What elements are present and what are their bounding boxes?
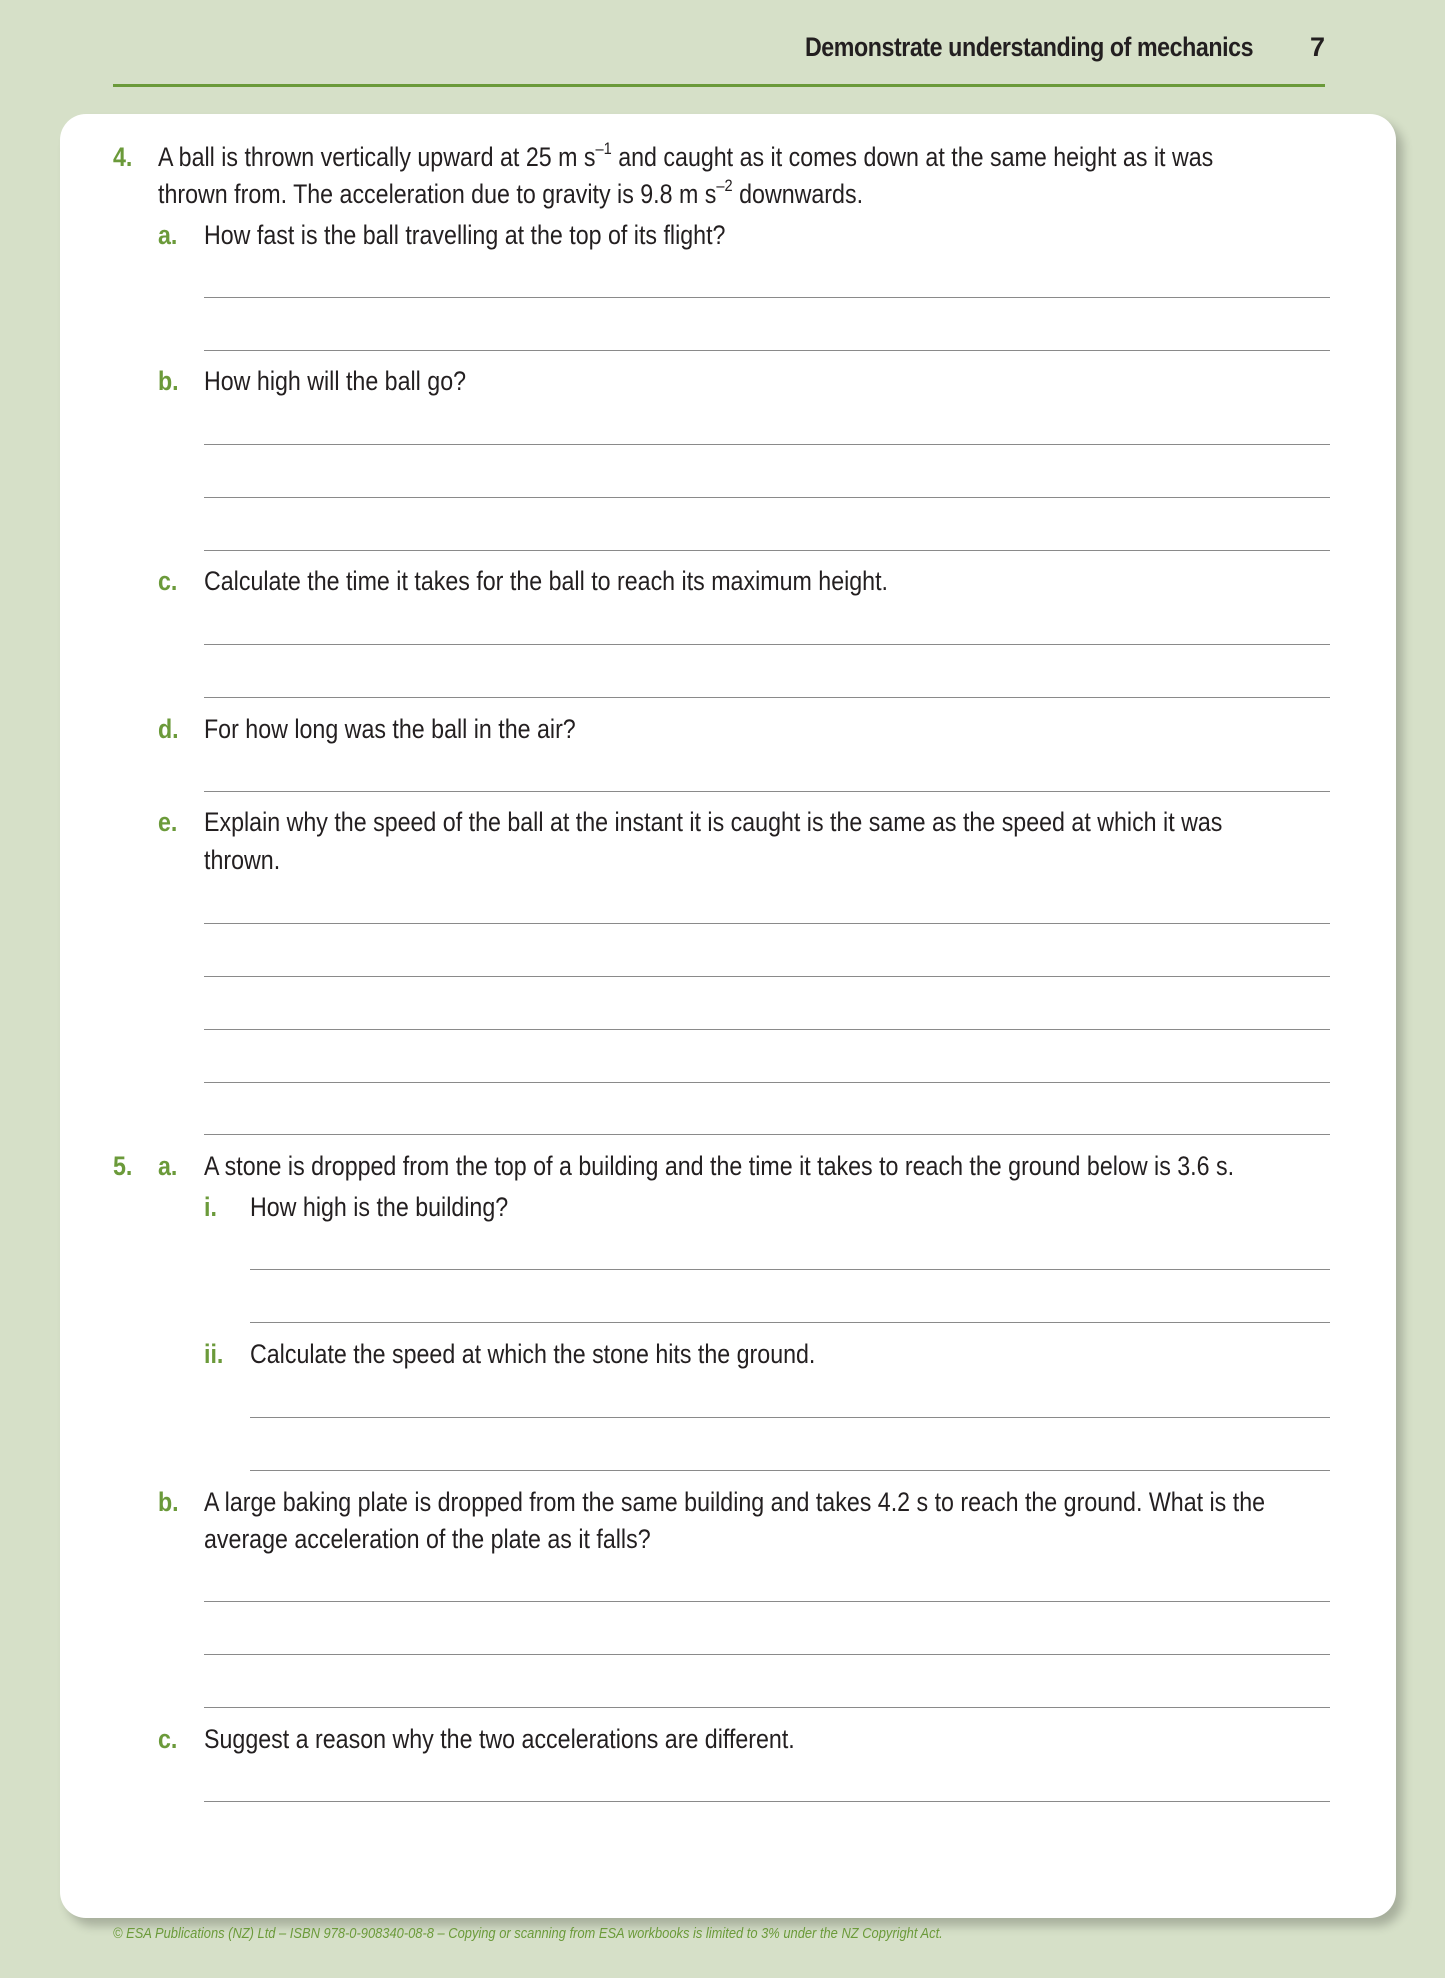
answer-line[interactable] <box>204 1029 1330 1030</box>
answer-line[interactable] <box>204 1654 1330 1655</box>
question-number-4: 4. <box>113 142 133 172</box>
question-4-stem-line2: thrown from. The acceleration due to gravity is 9.8 m $s^{-2}$ downwards. <box>158 176 864 209</box>
answer-line[interactable] <box>250 1417 1330 1418</box>
subquestion-label-4e: e. <box>158 807 178 837</box>
answer-line[interactable] <box>204 697 1330 698</box>
subquestion-label-5a-ii: ii. <box>204 1339 224 1369</box>
answer-line[interactable] <box>204 297 1330 298</box>
subquestion-label-4a: a. <box>158 220 178 250</box>
subquestion-label-5c: c. <box>158 1724 178 1754</box>
question-4-stem-line1: A ball is thrown vertically upward at 25 m $s^{-1}$ and caught as it comes down at the same height as it was <box>158 139 1214 172</box>
answer-line[interactable] <box>250 1269 1330 1270</box>
question-5a-i-text: How high is the building? <box>250 1192 509 1222</box>
question-5b-text-line1: A large baking plate is dropped from the same building and takes 4.2 s to reach the ground. What is the <box>204 1487 1266 1517</box>
answer-line[interactable] <box>204 350 1330 351</box>
question-4e-text-line2: thrown. <box>204 845 281 875</box>
answer-line[interactable] <box>204 923 1330 924</box>
answer-line[interactable] <box>204 444 1330 445</box>
page-number: 7 <box>1309 32 1325 62</box>
answer-line[interactable] <box>250 1470 1330 1471</box>
question-4b-text: How high will the ball go? <box>204 366 467 396</box>
answer-line[interactable] <box>204 976 1330 977</box>
page-title: Demonstrate understanding of mechanics <box>804 32 1253 62</box>
answer-line[interactable] <box>204 1707 1330 1708</box>
answer-line[interactable] <box>204 1801 1330 1802</box>
answer-line[interactable] <box>204 550 1330 551</box>
answer-line[interactable] <box>204 644 1330 645</box>
copyright-footer: © ESA Publications (NZ) Ltd – ISBN 978-0-908340-08-8 – Copying or scanning from ESA workbooks is limited to 3% under the NZ Copyright Act. <box>113 1925 943 1942</box>
question-5c-text: Suggest a reason why the two accelerations are different. <box>204 1724 795 1754</box>
subquestion-label-5b: b. <box>158 1487 179 1517</box>
subquestion-label-5a: a. <box>158 1151 178 1181</box>
question-number-5: 5. <box>113 1151 133 1181</box>
question-4a-text: How fast is the ball travelling at the top of its flight? <box>204 220 726 250</box>
answer-line[interactable] <box>250 1322 1330 1323</box>
question-4c-text: Calculate the time it takes for the ball to reach its maximum height. <box>204 566 889 596</box>
subquestion-label-4c: c. <box>158 566 178 596</box>
subquestion-label-4d: d. <box>158 714 179 744</box>
page-header <box>113 30 1325 87</box>
question-4e-text-line1: Explain why the speed of the ball at the instant it is caught is the same as the speed at which it was <box>204 807 1223 837</box>
answer-line[interactable] <box>204 791 1330 792</box>
answer-line[interactable] <box>204 1601 1330 1602</box>
question-5b-text-line2: average acceleration of the plate as it falls? <box>204 1524 651 1554</box>
subquestion-label-4b: b. <box>158 366 179 396</box>
answer-line[interactable] <box>204 1082 1330 1083</box>
answer-line[interactable] <box>204 497 1330 498</box>
question-4d-text: For how long was the ball in the air? <box>204 714 576 744</box>
question-5a-ii-text: Calculate the speed at which the stone hits the ground. <box>250 1339 816 1369</box>
answer-line[interactable] <box>204 1134 1330 1135</box>
question-5a-text: A stone is dropped from the top of a building and the time it takes to reach the ground below is 3.6 s. <box>204 1151 1235 1181</box>
subquestion-label-5a-i: i. <box>204 1192 217 1222</box>
